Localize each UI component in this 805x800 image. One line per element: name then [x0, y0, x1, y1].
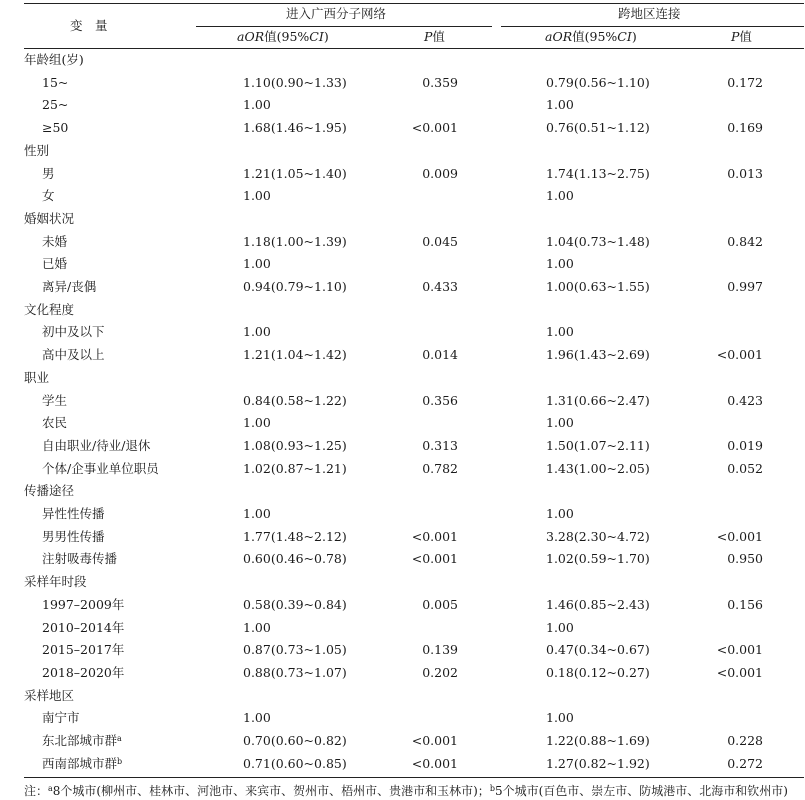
- p-value-cross-region: 0.997: [727, 279, 763, 294]
- aor-value-cross-region: 0.18(0.12~0.27): [546, 664, 650, 680]
- row-label-text: 学生: [42, 392, 68, 408]
- p-value-cross-region: 0.156: [727, 596, 763, 612]
- row-label-text: 西南部城市群: [42, 755, 118, 771]
- header-aor1: [237, 29, 329, 45]
- p-value-network: <0.001: [411, 733, 458, 748]
- category-label: 文化程度: [24, 301, 75, 317]
- p-value-network: 0.139: [422, 642, 458, 658]
- table-footnote: [24, 783, 804, 799]
- row-label: [42, 710, 80, 726]
- row-label: [42, 415, 67, 431]
- header-p1: [424, 29, 445, 45]
- aor-value-network: 0.70(0.60~0.82): [243, 733, 347, 748]
- row-label: [42, 279, 96, 295]
- aor-value-network: 0.88(0.73~1.07): [243, 664, 347, 680]
- header-group2: 跨地区连接: [618, 6, 681, 21]
- aor-value-network: 0.58(0.39~0.84): [243, 596, 347, 612]
- table-bottom-rule: [24, 777, 804, 778]
- header-aor2-suffix: ): [631, 29, 637, 44]
- aor-value-cross-region: 1.46(0.85~2.43): [546, 596, 650, 612]
- row-label: [42, 234, 67, 250]
- aor-value-network: 1.00: [243, 256, 271, 272]
- p-value-network: 0.359: [422, 74, 458, 90]
- p-value-cross-region: 0.019: [727, 437, 763, 453]
- row-label: [42, 75, 68, 91]
- row-label-text: 25~: [42, 97, 69, 113]
- row-label: [42, 188, 55, 204]
- row-label-text: 自由职业/待业/退休: [42, 437, 151, 453]
- aor-value-cross-region: 0.79(0.56~1.10): [546, 74, 650, 90]
- p-value-cross-region: 0.172: [727, 74, 763, 90]
- p-value-cross-region: <0.001: [716, 642, 763, 658]
- header-aor2: [545, 29, 637, 45]
- row-label: [42, 97, 68, 113]
- category-label: 年龄组(岁): [24, 52, 84, 67]
- header-aor1-ci: CI: [309, 29, 324, 44]
- header-bottom-rule: [24, 48, 804, 49]
- aor-value-cross-region: 1.00: [546, 415, 574, 431]
- header-aor2-prefix: aOR: [545, 29, 573, 44]
- aor-value-cross-region: 1.00: [546, 619, 574, 635]
- aor-value-network: 1.00: [243, 324, 271, 340]
- aor-value-cross-region: 1.50(1.07~2.11): [546, 437, 650, 453]
- aor-value-network: 1.00: [243, 188, 271, 204]
- row-label: [42, 256, 67, 272]
- p-value-cross-region: 0.052: [727, 460, 763, 476]
- p-value-cross-region: <0.001: [716, 528, 763, 544]
- p-value-network: 0.782: [422, 460, 458, 476]
- p-value-cross-region: <0.001: [716, 664, 763, 680]
- aor-value-network: 1.21(1.05~1.40): [243, 165, 347, 181]
- aor-value-cross-region: 3.28(2.30~4.72): [546, 528, 650, 544]
- row-label: [42, 733, 122, 749]
- row-label: [42, 529, 105, 545]
- aor-value-network: 1.00: [243, 97, 271, 113]
- p-value-network: <0.001: [411, 551, 458, 567]
- p-value-network: 0.356: [422, 392, 458, 408]
- row-label-text: 男男性传播: [42, 528, 105, 544]
- aor-value-cross-region: 1.00(0.63~1.55): [546, 279, 650, 294]
- row-label-text: 未婚: [42, 233, 68, 249]
- row-label: [42, 347, 105, 363]
- p-value-network: <0.001: [411, 755, 458, 771]
- aor-value-network: 0.84(0.58~1.22): [243, 392, 347, 408]
- row-label: [42, 324, 105, 340]
- header-aor2-mid: 值(95%: [572, 29, 618, 44]
- row-label-text: 南宁市: [42, 710, 80, 726]
- p-value-cross-region: 0.272: [727, 755, 763, 771]
- aor-value-network: 0.94(0.79~1.10): [243, 279, 347, 294]
- aor-value-network: 1.00: [243, 619, 271, 635]
- p-value-cross-region: 0.842: [727, 233, 763, 249]
- header-group1: 进入广西分子网络: [286, 6, 387, 21]
- aor-value-cross-region: 1.00: [546, 324, 574, 340]
- note-prefix: 注：: [24, 784, 49, 798]
- p-value-network: 0.313: [422, 437, 458, 453]
- row-label: [42, 642, 124, 658]
- header-variable: 变 量: [70, 18, 108, 33]
- note-sup-a: a: [48, 784, 53, 793]
- category-label: 性别: [24, 142, 50, 158]
- aor-value-cross-region: 1.00: [546, 97, 574, 113]
- aor-value-network: 1.10(0.90~1.33): [243, 74, 347, 90]
- row-label: [42, 551, 117, 567]
- note-text-a: 8个城市(柳州市、桂林市、河池市、来宾市、贺州市、梧州市、贵港市和玉林市)；: [52, 784, 490, 798]
- note-text-b: 5个城市(百色市、崇左市、防城港市、北海市和钦州市): [494, 784, 788, 798]
- category-label: 传播途径: [24, 483, 75, 499]
- row-label-text: 2015–2017年: [42, 642, 125, 658]
- aor-value-cross-region: 1.00: [546, 506, 574, 521]
- row-label: [42, 120, 68, 136]
- row-label-text: 2018–2020年: [42, 664, 125, 680]
- header-p1-suffix: 值: [432, 29, 445, 44]
- p-value-network: 0.014: [422, 347, 458, 363]
- aor-value-network: 1.08(0.93~1.25): [243, 437, 347, 453]
- header-aor1-prefix: aOR: [237, 29, 265, 44]
- row-label-text: 个体/企事业单位职员: [42, 460, 159, 476]
- p-value-network: 0.202: [422, 664, 458, 680]
- aor-value-cross-region: 1.27(0.82~1.92): [546, 755, 650, 771]
- row-label-text: 东北部城市群: [42, 733, 118, 748]
- category-label: 职业: [24, 369, 50, 385]
- aor-value-network: 1.77(1.48~2.12): [243, 528, 347, 544]
- row-label-text: 15~: [42, 74, 69, 90]
- aor-value-cross-region: 1.22(0.88~1.69): [546, 733, 650, 748]
- header-p2: [731, 29, 752, 45]
- row-label-text: 离异/丧偶: [42, 279, 97, 294]
- note-sup-b: b: [489, 784, 495, 793]
- group2-underline: [501, 26, 804, 27]
- group1-underline: [196, 26, 492, 27]
- row-label-text: 农民: [42, 415, 68, 431]
- row-label-footnote-mark: b: [117, 756, 123, 766]
- aor-value-cross-region: 1.02(0.59~1.70): [546, 551, 650, 567]
- aor-value-network: 0.87(0.73~1.05): [243, 642, 347, 658]
- row-label-text: 2010–2014年: [42, 619, 125, 635]
- aor-value-cross-region: 1.00: [546, 188, 574, 204]
- row-label-text: 初中及以下: [42, 324, 105, 340]
- category-label: 婚姻状况: [24, 210, 75, 226]
- p-value-network: <0.001: [411, 528, 458, 544]
- header-aor1-suffix: ): [323, 29, 329, 44]
- p-value-cross-region: 0.169: [727, 120, 763, 136]
- row-label: [42, 597, 124, 613]
- aor-value-cross-region: 1.00: [546, 256, 574, 272]
- row-label-text: 男: [42, 165, 55, 181]
- row-label-text: 女: [42, 188, 55, 204]
- row-label-text: 异性性传播: [42, 506, 105, 521]
- aor-value-cross-region: 0.47(0.34~0.67): [546, 642, 650, 658]
- aor-value-network: 1.18(1.00~1.39): [243, 233, 347, 249]
- row-label: [42, 438, 150, 454]
- p-value-cross-region: 0.228: [727, 733, 763, 748]
- row-label-text: 注射吸毒传播: [42, 551, 118, 567]
- aor-value-network: 0.71(0.60~0.85): [243, 755, 347, 771]
- header-p2-prefix: P: [731, 29, 740, 44]
- aor-value-network: 1.00: [243, 506, 271, 521]
- row-label-text: 高中及以上: [42, 347, 105, 363]
- aor-value-network: 1.68(1.46~1.95): [243, 120, 347, 136]
- results-table: [24, 3, 804, 781]
- header-aor2-ci: CI: [617, 29, 632, 44]
- row-label-text: 1997–2009年: [42, 596, 125, 612]
- header-p2-suffix: 值: [739, 29, 752, 44]
- p-value-cross-region: <0.001: [716, 347, 763, 363]
- row-label: [42, 620, 124, 636]
- p-value-network: 0.045: [422, 233, 458, 249]
- aor-value-cross-region: 1.43(1.00~2.05): [546, 460, 650, 476]
- aor-value-cross-region: 0.76(0.51~1.12): [546, 120, 650, 136]
- row-label: [42, 166, 55, 182]
- aor-value-network: 0.60(0.46~0.78): [243, 551, 347, 567]
- row-label: [42, 756, 122, 772]
- p-value-network: <0.001: [411, 120, 458, 136]
- row-label: [42, 393, 67, 409]
- aor-value-cross-region: 1.04(0.73~1.48): [546, 233, 650, 249]
- p-value-network: 0.009: [422, 165, 458, 181]
- row-label: [42, 665, 124, 681]
- row-label: [42, 461, 159, 477]
- table-top-rule: [24, 3, 804, 4]
- row-label-footnote-mark: a: [117, 734, 122, 743]
- category-label: 采样地区: [24, 687, 75, 703]
- row-label: [42, 506, 105, 522]
- aor-value-cross-region: 1.96(1.43~2.69): [546, 347, 650, 363]
- aor-value-cross-region: 1.31(0.66~2.47): [546, 392, 650, 408]
- p-value-cross-region: 0.013: [727, 165, 763, 181]
- p-value-cross-region: 0.950: [727, 551, 763, 567]
- header-aor1-mid: 值(95%: [264, 29, 310, 44]
- aor-value-cross-region: 1.00: [546, 710, 574, 726]
- aor-value-network: 1.00: [243, 415, 271, 431]
- aor-value-network: 1.02(0.87~1.21): [243, 460, 347, 476]
- row-label-text: 已婚: [42, 256, 68, 272]
- header-p1-prefix: P: [424, 29, 433, 44]
- aor-value-network: 1.21(1.04~1.42): [243, 347, 347, 363]
- p-value-network: 0.005: [422, 596, 458, 612]
- p-value-cross-region: 0.423: [727, 392, 763, 408]
- aor-value-network: 1.00: [243, 710, 271, 726]
- row-label-text: ≥50: [42, 120, 69, 136]
- category-label: 采样年时段: [24, 574, 87, 590]
- p-value-network: 0.433: [422, 279, 458, 294]
- aor-value-cross-region: 1.74(1.13~2.75): [546, 165, 650, 181]
